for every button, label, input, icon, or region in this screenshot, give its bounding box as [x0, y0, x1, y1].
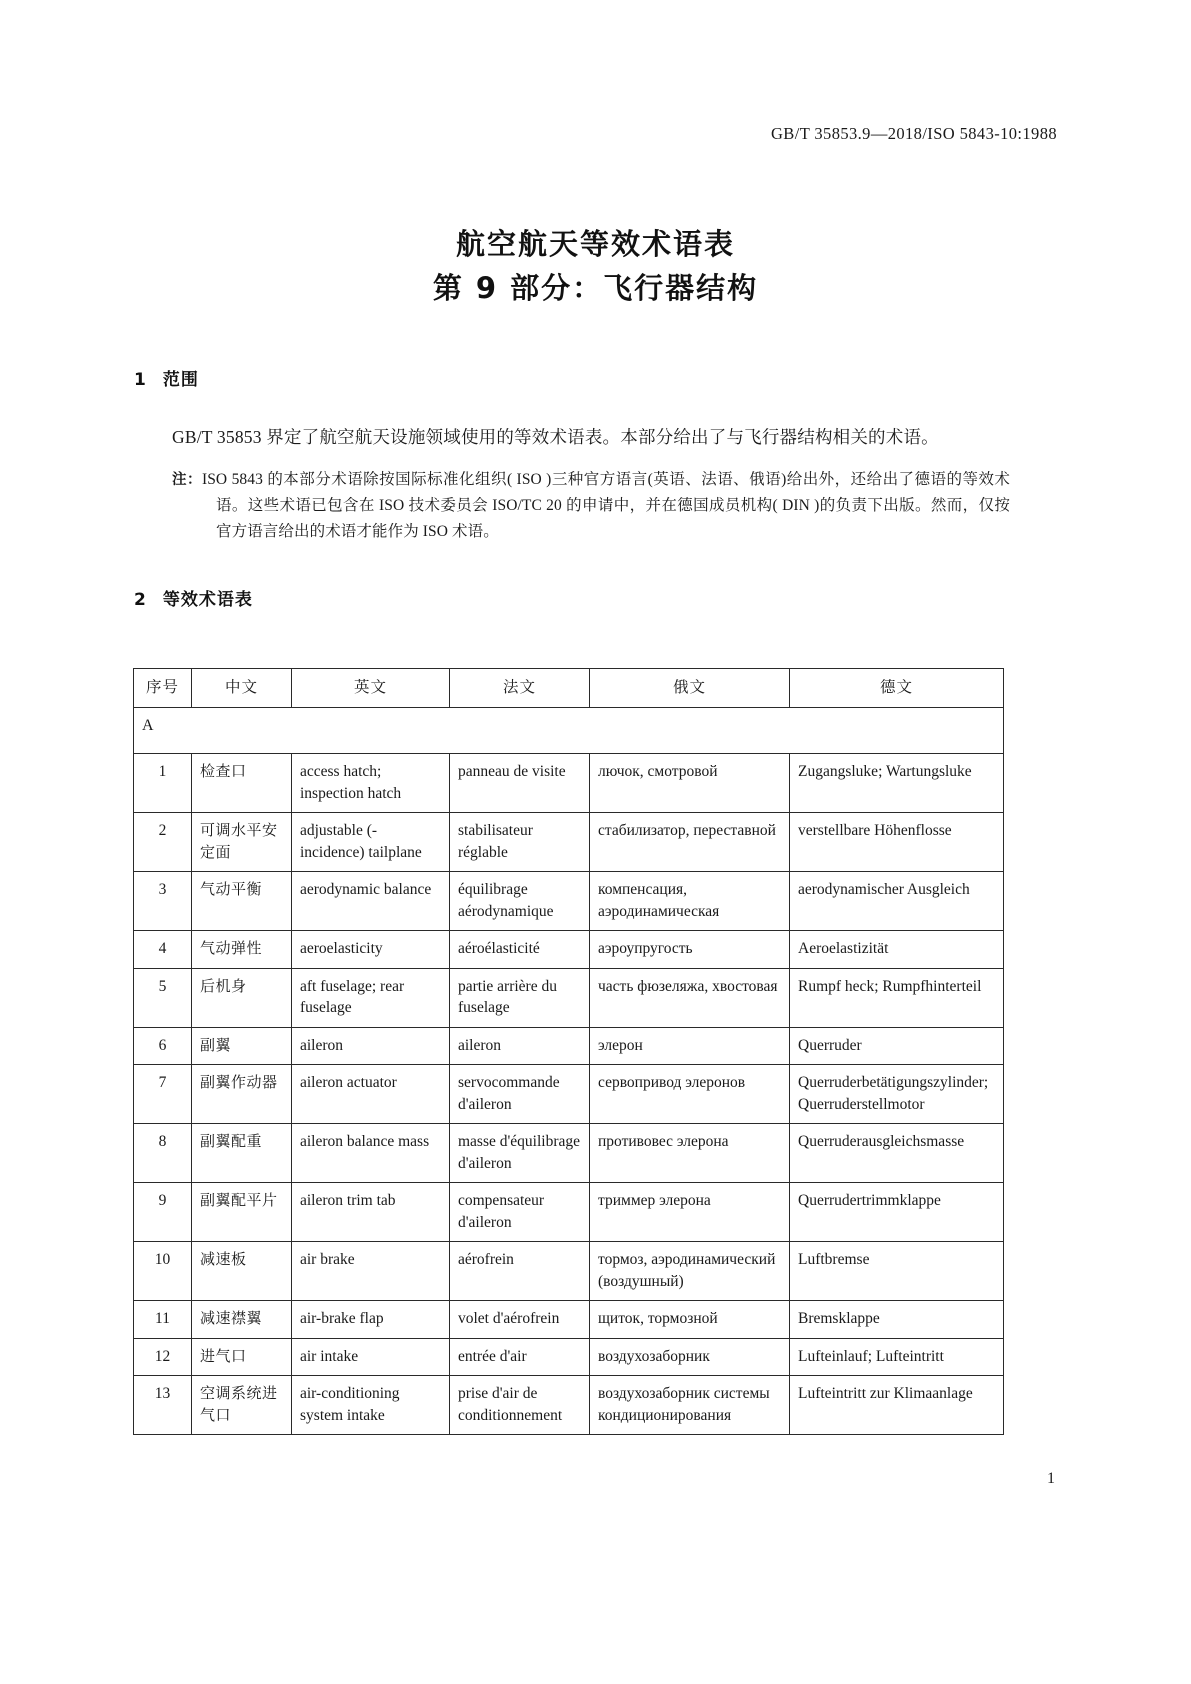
table-row: [134, 931, 1004, 969]
cell-en: air-conditioning system intake: [292, 1376, 450, 1435]
table-header-row: [134, 669, 1004, 708]
cell-no: 3: [134, 872, 192, 931]
note-label: 注：: [172, 472, 202, 488]
cell-fr: masse d'équilibrage d'aileron: [450, 1124, 590, 1183]
cell-fr: équilibrage aérodynamique: [450, 872, 590, 931]
cell-en: aileron trim tab: [292, 1183, 450, 1242]
cell-fr: prise d'air de conditionnement: [450, 1376, 590, 1435]
cell-ru: воздухозаборник системы кондиционирования: [590, 1376, 790, 1435]
col-header-fr: 法文: [450, 669, 590, 708]
cell-de: Querrudertrimmklappe: [790, 1183, 1004, 1242]
cell-no: 4: [134, 931, 192, 969]
section-heading-scope: [134, 365, 199, 390]
cell-zh: 减速板: [192, 1242, 292, 1301]
cell-de: Bremsklappe: [790, 1301, 1004, 1339]
table-row: [134, 1338, 1004, 1376]
cell-zh: 检查口: [192, 754, 292, 813]
col-header-zh: 中文: [192, 669, 292, 708]
section-number-1: 1: [134, 370, 147, 390]
cell-zh: 后机身: [192, 968, 292, 1027]
scope-note: [172, 467, 1010, 545]
col-header-no: 序号: [134, 669, 192, 708]
equivalent-terms-table: [133, 668, 1004, 1435]
cell-en: air intake: [292, 1338, 450, 1376]
cell-ru: сервопривод элеронов: [590, 1065, 790, 1124]
cell-en: aileron actuator: [292, 1065, 450, 1124]
cell-zh: 副翼配平片: [192, 1183, 292, 1242]
cell-en: aeroelasticity: [292, 931, 450, 969]
table-row: [134, 1242, 1004, 1301]
cell-ru: лючок, смотровой: [590, 754, 790, 813]
cell-fr: stabilisateur réglable: [450, 813, 590, 872]
cell-no: 1: [134, 754, 192, 813]
table-row: [134, 1301, 1004, 1339]
cell-en: air brake: [292, 1242, 450, 1301]
table-row: [134, 1065, 1004, 1124]
title-line-1: 航空航天等效术语表: [455, 227, 735, 261]
table-row: [134, 754, 1004, 813]
cell-de: Luftbremse: [790, 1242, 1004, 1301]
cell-no: 11: [134, 1301, 192, 1339]
cell-ru: стабилизатор, переставной: [590, 813, 790, 872]
cell-zh: 副翼配重: [192, 1124, 292, 1183]
cell-de: aerodynamischer Ausgleich: [790, 872, 1004, 931]
cell-ru: воздухозаборник: [590, 1338, 790, 1376]
section-number-2: 2: [134, 590, 147, 610]
cell-de: Querruderausgleichsmasse: [790, 1124, 1004, 1183]
cell-en: air-brake flap: [292, 1301, 450, 1339]
cell-en: aileron: [292, 1027, 450, 1065]
cell-fr: servocommande d'aileron: [450, 1065, 590, 1124]
cell-fr: volet d'aérofrein: [450, 1301, 590, 1339]
cell-no: 6: [134, 1027, 192, 1065]
note-text: ISO 5843 的本部分术语除按国际标准化组织( ISO )三种官方语言(英语、法语、俄语)给出外，还给出了德语的等效术语。这些术语已包含在 ISO 技术委员会 ISO/TC 20 的申请中，并在德国成员机构( DIN )的负责下出版。然而，仅按官方语言给出的术语才能作为 ISO 术语。: [201, 471, 1010, 540]
cell-ru: щиток, тормозной: [590, 1301, 790, 1339]
cell-no: 5: [134, 968, 192, 1027]
section-label-2: 等效术语表: [162, 590, 253, 610]
running-header: [771, 124, 1057, 144]
page-number: 1: [1047, 1470, 1055, 1487]
table-row: [134, 1183, 1004, 1242]
table-group-row: [134, 708, 1004, 754]
table-row: [134, 968, 1004, 1027]
cell-en: adjustable (-incidence) tailplane: [292, 813, 450, 872]
col-header-en: 英文: [292, 669, 450, 708]
cell-zh: 副翼: [192, 1027, 292, 1065]
cell-zh: 可调水平安定面: [192, 813, 292, 872]
col-header-ru: 俄文: [590, 669, 790, 708]
cell-no: 12: [134, 1338, 192, 1376]
table-row: [134, 1124, 1004, 1183]
cell-en: aileron balance mass: [292, 1124, 450, 1183]
cell-no: 8: [134, 1124, 192, 1183]
cell-no: 13: [134, 1376, 192, 1435]
table-row: [134, 813, 1004, 872]
cell-ru: аэроупругость: [590, 931, 790, 969]
scope-paragraph: GB/T 35853 界定了航空航天设施领域使用的等效术语表。本部分给出了与飞行器结构相关的术语。: [172, 427, 939, 447]
cell-en: aerodynamic balance: [292, 872, 450, 931]
cell-zh: 副翼作动器: [192, 1065, 292, 1124]
cell-fr: compensateur d'aileron: [450, 1183, 590, 1242]
section-label-1: 范围: [162, 370, 199, 390]
cell-ru: часть фюзеляжа, хвостовая: [590, 968, 790, 1027]
cell-ru: тормоз, аэродинамический (воздушный): [590, 1242, 790, 1301]
cell-fr: aérofrein: [450, 1242, 590, 1301]
section-heading-terms: [134, 585, 253, 610]
table-header: [134, 669, 1004, 708]
cell-zh: 气动平衡: [192, 872, 292, 931]
cell-en: aft fuselage; rear fuselage: [292, 968, 450, 1027]
standard-reference: GB/T 35853.9—2018/ISO 5843-10:1988: [770, 124, 1057, 143]
cell-de: Zugangsluke; Wartungsluke: [790, 754, 1004, 813]
cell-de: verstellbare Höhenflosse: [790, 813, 1004, 872]
cell-de: Querruderbetätigungszylinder; Querruderstellmotor: [790, 1065, 1004, 1124]
cell-fr: aéroélasticité: [450, 931, 590, 969]
cell-de: Querruder: [790, 1027, 1004, 1065]
table-row: [134, 1027, 1004, 1065]
cell-ru: противовес элерона: [590, 1124, 790, 1183]
cell-fr: panneau de visite: [450, 754, 590, 813]
cell-zh: 减速襟翼: [192, 1301, 292, 1339]
cell-zh: 气动弹性: [192, 931, 292, 969]
cell-no: 10: [134, 1242, 192, 1301]
cell-ru: компенсация, аэродинамическая: [590, 872, 790, 931]
cell-no: 7: [134, 1065, 192, 1124]
cell-fr: entrée d'air: [450, 1338, 590, 1376]
equivalent-terms-table-wrapper: [133, 668, 1003, 1435]
cell-en: access hatch; inspection hatch: [292, 754, 450, 813]
page-title: [0, 222, 1191, 310]
cell-zh: 进气口: [192, 1338, 292, 1376]
cell-fr: partie arrière du fuselage: [450, 968, 590, 1027]
group-letter: A: [134, 708, 1004, 754]
table-body: [134, 708, 1004, 1435]
cell-fr: aileron: [450, 1027, 590, 1065]
cell-de: Lufteinlauf; Lufteintritt: [790, 1338, 1004, 1376]
cell-zh: 空调系统进气口: [192, 1376, 292, 1435]
table-row: [134, 1376, 1004, 1435]
title-line-2: 第 9 部分：飞行器结构: [432, 271, 759, 305]
cell-de: Lufteintritt zur Klimaanlage: [790, 1376, 1004, 1435]
cell-de: Rumpf heck; Rumpfhinterteil: [790, 968, 1004, 1027]
cell-no: 2: [134, 813, 192, 872]
table-row: [134, 872, 1004, 931]
cell-de: Aeroelastizität: [790, 931, 1004, 969]
cell-no: 9: [134, 1183, 192, 1242]
cell-ru: триммер элерона: [590, 1183, 790, 1242]
col-header-de: 德文: [790, 669, 1004, 708]
cell-ru: элерон: [590, 1027, 790, 1065]
